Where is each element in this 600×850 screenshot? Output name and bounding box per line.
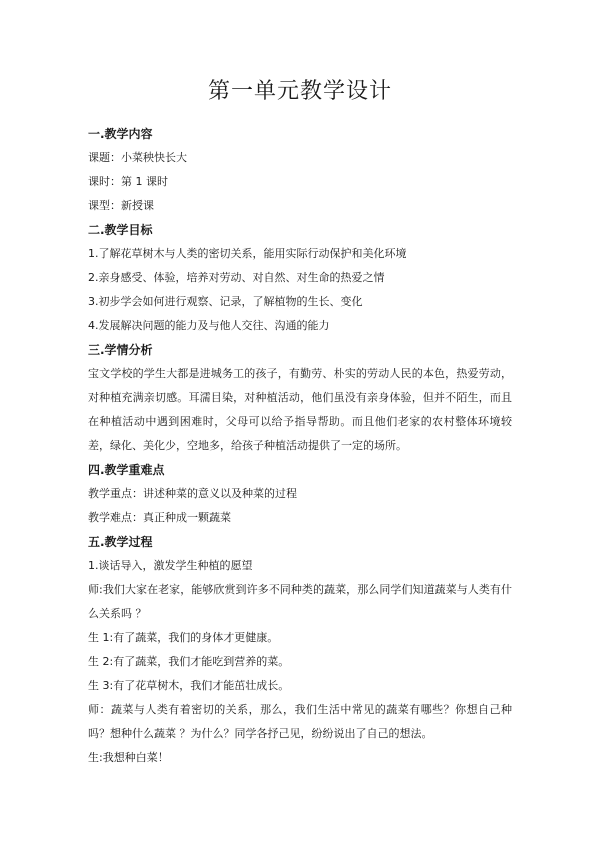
analysis-paragraph: 宝文学校的学生大都是进城务工的孩子，有勤劳、朴实的劳动人民的本色，热爱劳动，对种植充满亲切感。耳濡目染，对种植活动，他们虽没有亲身体验，但并不陌生，而且在种植活动中遇到困难时，父母可以给予指导帮助。而且他们老家的农村整体环境较差，绿化、美化少，空地多，给孩子种植活动提供了一定的场所。 — [88, 367, 512, 452]
section-heading: 二.教学目标 — [88, 223, 153, 237]
student-dialogue: 生:我想种白菜！ — [88, 751, 169, 764]
goal-line: 4.发展解决问题的能力及与他人交往、沟通的能力 — [88, 319, 330, 332]
student-dialogue: 生 1:有了蔬菜，我们的身体才更健康。 — [88, 631, 279, 644]
teacher-dialogue: 师：蔬菜与人类有着密切的关系，那么，我们生活中常见的蔬菜有哪些？你想自己种吗？想种什么蔬菜 ？为什么？同学各抒己见，纷纷说出了自己的想法。 — [88, 703, 512, 740]
section-teaching-goals — [88, 218, 512, 338]
content-line: 课型：新授课 — [88, 199, 154, 212]
section-heading: 四.教学重难点 — [88, 463, 165, 477]
key-point-line: 教学难点：真正种成一颗蔬菜 — [88, 511, 231, 524]
section-teaching-process — [88, 530, 512, 770]
section-teaching-content — [88, 122, 512, 218]
student-dialogue: 生 3:有了花草树木，我们才能茁壮成长。 — [88, 679, 290, 692]
goal-line: 1.了解花草树木与人类的密切关系，能用实际行动保护和美化环境 — [88, 247, 407, 260]
section-heading: 五.教学过程 — [88, 535, 153, 549]
document-title: 第一单元教学设计 — [207, 79, 392, 104]
section-heading: 一.教学内容 — [88, 127, 153, 141]
student-dialogue: 生 2:有了蔬菜，我们才能吃到营养的菜。 — [88, 655, 290, 668]
goal-line: 2.亲身感受、体验，培养对劳动、对自然、对生命的热爱之情 — [88, 271, 385, 284]
content-line: 课时：第 1 课时 — [88, 175, 168, 188]
section-heading: 三.学情分析 — [88, 343, 153, 357]
key-point-line: 教学重点：讲述种菜的意义以及种菜的过程 — [88, 487, 297, 500]
content-line: 课题：小菜秧快长大 — [88, 151, 187, 164]
section-key-points — [88, 458, 512, 530]
section-learner-analysis — [88, 338, 512, 458]
teacher-dialogue: 师:我们大家在老家，能够欣赏到许多不同种类的蔬菜，那么同学们知道蔬菜与人类有什么关系吗 ？ — [88, 583, 512, 620]
process-line: 1.谈话导入，激发学生种植的愿望 — [88, 559, 253, 572]
goal-line: 3.初步学会如何进行观察、记录，了解植物的生长、变化 — [88, 295, 363, 308]
